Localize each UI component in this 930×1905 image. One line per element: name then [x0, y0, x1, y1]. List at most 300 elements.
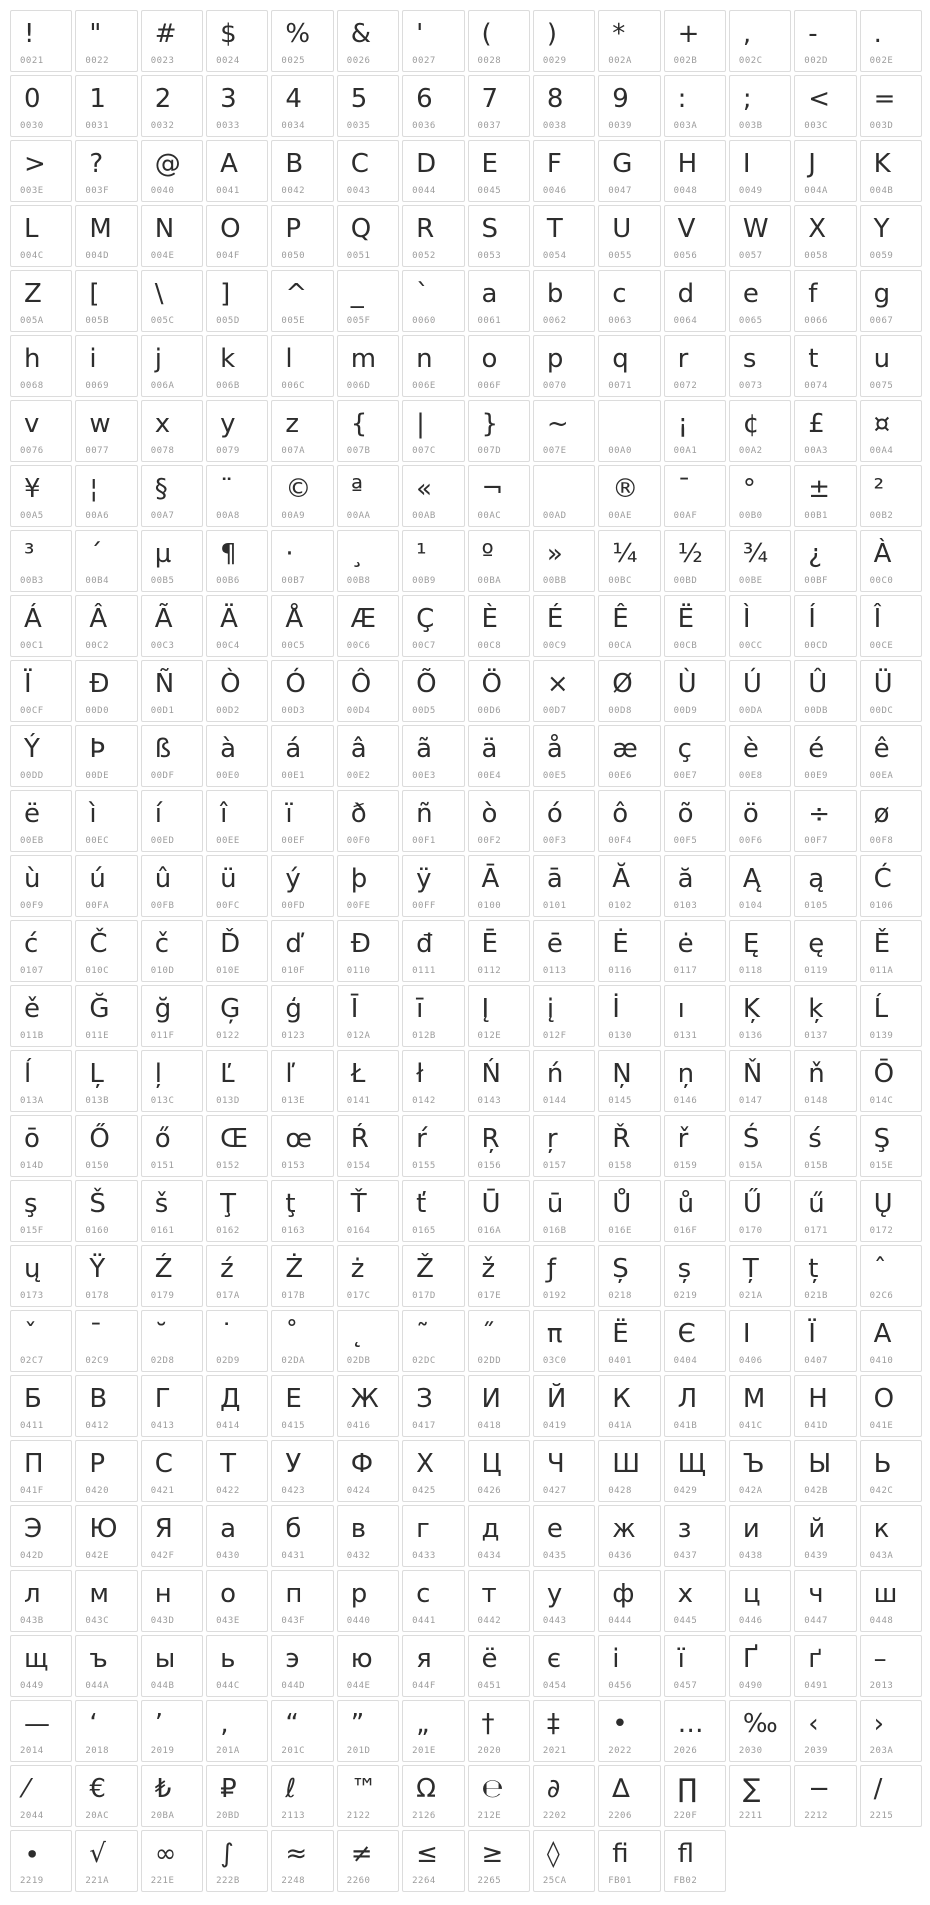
- glyph-cell[interactable]: [533, 1700, 595, 1762]
- glyph-cell[interactable]: [468, 75, 530, 137]
- glyph-cell[interactable]: [598, 465, 660, 527]
- glyph-cell[interactable]: [860, 1440, 922, 1502]
- glyph-cell[interactable]: [271, 1570, 333, 1632]
- glyph-cell[interactable]: [729, 530, 791, 592]
- glyph-cell[interactable]: [141, 595, 203, 657]
- glyph-cell[interactable]: [75, 1635, 137, 1697]
- glyph-cell[interactable]: [402, 1570, 464, 1632]
- glyph-cell[interactable]: [860, 400, 922, 462]
- glyph-cell[interactable]: [794, 1440, 856, 1502]
- glyph-cell[interactable]: [402, 985, 464, 1047]
- glyph-cell[interactable]: [271, 1050, 333, 1112]
- glyph-cell[interactable]: [729, 920, 791, 982]
- glyph-cell[interactable]: [664, 1310, 726, 1372]
- glyph-cell[interactable]: [598, 400, 660, 462]
- glyph-cell[interactable]: [141, 1505, 203, 1567]
- glyph-cell[interactable]: [271, 465, 333, 527]
- glyph-cell[interactable]: [860, 1635, 922, 1697]
- glyph-cell[interactable]: [337, 75, 399, 137]
- glyph-cell[interactable]: [337, 1765, 399, 1827]
- glyph-cell[interactable]: [468, 660, 530, 722]
- glyph-cell[interactable]: [271, 1245, 333, 1307]
- glyph-cell[interactable]: [271, 75, 333, 137]
- glyph-cell[interactable]: [337, 1440, 399, 1502]
- glyph-cell[interactable]: [337, 1180, 399, 1242]
- glyph-cell[interactable]: [794, 1700, 856, 1762]
- glyph-cell[interactable]: [75, 790, 137, 852]
- glyph-cell[interactable]: [271, 1765, 333, 1827]
- glyph-cell[interactable]: [271, 1635, 333, 1697]
- glyph-cell[interactable]: [402, 1115, 464, 1177]
- glyph-cell[interactable]: [468, 985, 530, 1047]
- glyph-cell[interactable]: [729, 10, 791, 72]
- glyph-cell[interactable]: [468, 335, 530, 397]
- glyph-cell[interactable]: [10, 335, 72, 397]
- glyph-cell[interactable]: [860, 1245, 922, 1307]
- glyph-cell[interactable]: [141, 335, 203, 397]
- glyph-cell[interactable]: [860, 1310, 922, 1372]
- glyph-cell[interactable]: [206, 595, 268, 657]
- glyph-cell[interactable]: [206, 1310, 268, 1372]
- glyph-cell[interactable]: [10, 75, 72, 137]
- glyph-cell[interactable]: [860, 140, 922, 202]
- glyph-cell[interactable]: [664, 1115, 726, 1177]
- glyph-cell[interactable]: [337, 1375, 399, 1437]
- glyph-cell[interactable]: [141, 530, 203, 592]
- glyph-cell[interactable]: [794, 1635, 856, 1697]
- glyph-cell[interactable]: [533, 660, 595, 722]
- glyph-cell[interactable]: [337, 1570, 399, 1632]
- glyph-cell[interactable]: [664, 1700, 726, 1762]
- glyph-cell[interactable]: [533, 205, 595, 267]
- glyph-cell[interactable]: [271, 400, 333, 462]
- glyph-cell[interactable]: [402, 725, 464, 787]
- glyph-cell[interactable]: [141, 1700, 203, 1762]
- glyph-cell[interactable]: [468, 1375, 530, 1437]
- glyph-cell[interactable]: [729, 140, 791, 202]
- glyph-cell[interactable]: [598, 1830, 660, 1892]
- glyph-cell[interactable]: [271, 1115, 333, 1177]
- glyph-cell[interactable]: [75, 1700, 137, 1762]
- glyph-cell[interactable]: [271, 725, 333, 787]
- glyph-cell[interactable]: [206, 1375, 268, 1437]
- glyph-cell[interactable]: [337, 530, 399, 592]
- glyph-cell[interactable]: [141, 660, 203, 722]
- glyph-cell[interactable]: [206, 920, 268, 982]
- glyph-cell[interactable]: [10, 595, 72, 657]
- glyph-cell[interactable]: [598, 985, 660, 1047]
- glyph-cell[interactable]: [794, 335, 856, 397]
- glyph-cell[interactable]: [337, 920, 399, 982]
- glyph-cell[interactable]: [141, 985, 203, 1047]
- glyph-cell[interactable]: [10, 1635, 72, 1697]
- glyph-cell[interactable]: [10, 725, 72, 787]
- glyph-cell[interactable]: [10, 270, 72, 332]
- glyph-cell[interactable]: [598, 660, 660, 722]
- glyph-cell[interactable]: [533, 465, 595, 527]
- glyph-cell[interactable]: [75, 985, 137, 1047]
- glyph-cell[interactable]: [402, 920, 464, 982]
- glyph-cell[interactable]: [794, 790, 856, 852]
- glyph-cell[interactable]: [271, 270, 333, 332]
- glyph-cell[interactable]: [598, 595, 660, 657]
- glyph-cell[interactable]: [141, 205, 203, 267]
- glyph-cell[interactable]: [794, 985, 856, 1047]
- glyph-cell[interactable]: [337, 1830, 399, 1892]
- glyph-cell[interactable]: [468, 1440, 530, 1502]
- glyph-cell[interactable]: [141, 465, 203, 527]
- glyph-cell[interactable]: [468, 1635, 530, 1697]
- glyph-cell[interactable]: [206, 1440, 268, 1502]
- glyph-cell[interactable]: [533, 1505, 595, 1567]
- glyph-cell[interactable]: [10, 1180, 72, 1242]
- glyph-cell[interactable]: [533, 1115, 595, 1177]
- glyph-cell[interactable]: [271, 10, 333, 72]
- glyph-cell[interactable]: [729, 1310, 791, 1372]
- glyph-cell[interactable]: [794, 1570, 856, 1632]
- glyph-cell[interactable]: [794, 10, 856, 72]
- glyph-cell[interactable]: [271, 660, 333, 722]
- glyph-cell[interactable]: [794, 1050, 856, 1112]
- glyph-cell[interactable]: [10, 1375, 72, 1437]
- glyph-cell[interactable]: [729, 1115, 791, 1177]
- glyph-cell[interactable]: [794, 1375, 856, 1437]
- glyph-cell[interactable]: [729, 660, 791, 722]
- glyph-cell[interactable]: [598, 920, 660, 982]
- glyph-cell[interactable]: [794, 1245, 856, 1307]
- glyph-cell[interactable]: [75, 140, 137, 202]
- glyph-cell[interactable]: [402, 1310, 464, 1372]
- glyph-cell[interactable]: [468, 725, 530, 787]
- glyph-cell[interactable]: [10, 1310, 72, 1372]
- glyph-cell[interactable]: [533, 725, 595, 787]
- glyph-cell[interactable]: [794, 725, 856, 787]
- glyph-cell[interactable]: [794, 530, 856, 592]
- glyph-cell[interactable]: [75, 595, 137, 657]
- glyph-cell[interactable]: [206, 465, 268, 527]
- glyph-cell[interactable]: [337, 140, 399, 202]
- glyph-cell[interactable]: [141, 1180, 203, 1242]
- glyph-cell[interactable]: [10, 985, 72, 1047]
- glyph-cell[interactable]: [75, 1245, 137, 1307]
- glyph-cell[interactable]: [598, 10, 660, 72]
- glyph-cell[interactable]: [206, 1245, 268, 1307]
- glyph-cell[interactable]: [860, 855, 922, 917]
- glyph-cell[interactable]: [402, 855, 464, 917]
- glyph-cell[interactable]: [271, 790, 333, 852]
- glyph-cell[interactable]: [337, 1245, 399, 1307]
- glyph-cell[interactable]: [402, 660, 464, 722]
- glyph-cell[interactable]: [75, 1310, 137, 1372]
- glyph-cell[interactable]: [860, 1375, 922, 1437]
- glyph-cell[interactable]: [402, 335, 464, 397]
- glyph-cell[interactable]: [598, 1505, 660, 1567]
- glyph-cell[interactable]: [402, 1180, 464, 1242]
- glyph-cell[interactable]: [271, 335, 333, 397]
- glyph-cell[interactable]: [468, 465, 530, 527]
- glyph-cell[interactable]: [206, 725, 268, 787]
- glyph-cell[interactable]: [794, 75, 856, 137]
- glyph-cell[interactable]: [860, 920, 922, 982]
- glyph-cell[interactable]: [664, 335, 726, 397]
- glyph-cell[interactable]: [533, 1375, 595, 1437]
- glyph-cell[interactable]: [75, 75, 137, 137]
- glyph-cell[interactable]: [402, 530, 464, 592]
- glyph-cell[interactable]: [729, 1635, 791, 1697]
- glyph-cell[interactable]: [729, 205, 791, 267]
- glyph-cell[interactable]: [75, 10, 137, 72]
- glyph-cell[interactable]: [337, 1635, 399, 1697]
- glyph-cell[interactable]: [75, 465, 137, 527]
- glyph-cell[interactable]: [860, 1505, 922, 1567]
- glyph-cell[interactable]: [598, 1440, 660, 1502]
- glyph-cell[interactable]: [271, 205, 333, 267]
- glyph-cell[interactable]: [337, 270, 399, 332]
- glyph-cell[interactable]: [271, 1310, 333, 1372]
- glyph-cell[interactable]: [75, 400, 137, 462]
- glyph-cell[interactable]: [10, 790, 72, 852]
- glyph-cell[interactable]: [533, 920, 595, 982]
- glyph-cell[interactable]: [402, 465, 464, 527]
- glyph-cell[interactable]: [468, 1830, 530, 1892]
- glyph-cell[interactable]: [729, 855, 791, 917]
- glyph-cell[interactable]: [337, 790, 399, 852]
- glyph-cell[interactable]: [10, 1115, 72, 1177]
- glyph-cell[interactable]: [141, 855, 203, 917]
- glyph-cell[interactable]: [206, 1115, 268, 1177]
- glyph-cell[interactable]: [402, 1440, 464, 1502]
- glyph-cell[interactable]: [794, 140, 856, 202]
- glyph-cell[interactable]: [533, 985, 595, 1047]
- glyph-cell[interactable]: [206, 335, 268, 397]
- glyph-cell[interactable]: [402, 1375, 464, 1437]
- glyph-cell[interactable]: [533, 1245, 595, 1307]
- glyph-cell[interactable]: [141, 1765, 203, 1827]
- glyph-cell[interactable]: [337, 595, 399, 657]
- glyph-cell[interactable]: [860, 725, 922, 787]
- glyph-cell[interactable]: [598, 205, 660, 267]
- glyph-cell[interactable]: [794, 1505, 856, 1567]
- glyph-cell[interactable]: [75, 1505, 137, 1567]
- glyph-cell[interactable]: [141, 400, 203, 462]
- glyph-cell[interactable]: [729, 1180, 791, 1242]
- glyph-cell[interactable]: [206, 530, 268, 592]
- glyph-cell[interactable]: [271, 140, 333, 202]
- glyph-cell[interactable]: [468, 530, 530, 592]
- glyph-cell[interactable]: [664, 530, 726, 592]
- glyph-cell[interactable]: [729, 75, 791, 137]
- glyph-cell[interactable]: [729, 400, 791, 462]
- glyph-cell[interactable]: [794, 1180, 856, 1242]
- glyph-cell[interactable]: [468, 1700, 530, 1762]
- glyph-cell[interactable]: [468, 1765, 530, 1827]
- glyph-cell[interactable]: [271, 595, 333, 657]
- glyph-cell[interactable]: [533, 790, 595, 852]
- glyph-cell[interactable]: [206, 400, 268, 462]
- glyph-cell[interactable]: [402, 1505, 464, 1567]
- glyph-cell[interactable]: [598, 1765, 660, 1827]
- glyph-cell[interactable]: [598, 270, 660, 332]
- glyph-cell[interactable]: [468, 1310, 530, 1372]
- glyph-cell[interactable]: [664, 1180, 726, 1242]
- glyph-cell[interactable]: [860, 595, 922, 657]
- glyph-cell[interactable]: [794, 595, 856, 657]
- glyph-cell[interactable]: [271, 1440, 333, 1502]
- glyph-cell[interactable]: [271, 920, 333, 982]
- glyph-cell[interactable]: [664, 1505, 726, 1567]
- glyph-cell[interactable]: [206, 140, 268, 202]
- glyph-cell[interactable]: [729, 1440, 791, 1502]
- glyph-cell[interactable]: [860, 530, 922, 592]
- glyph-cell[interactable]: [10, 1050, 72, 1112]
- glyph-cell[interactable]: [598, 1375, 660, 1437]
- glyph-cell[interactable]: [598, 1050, 660, 1112]
- glyph-cell[interactable]: [468, 1115, 530, 1177]
- glyph-cell[interactable]: [10, 1830, 72, 1892]
- glyph-cell[interactable]: [598, 1635, 660, 1697]
- glyph-cell[interactable]: [206, 790, 268, 852]
- glyph-cell[interactable]: [402, 270, 464, 332]
- glyph-cell[interactable]: [337, 985, 399, 1047]
- glyph-cell[interactable]: [598, 75, 660, 137]
- glyph-cell[interactable]: [141, 270, 203, 332]
- glyph-cell[interactable]: [402, 1700, 464, 1762]
- glyph-cell[interactable]: [664, 790, 726, 852]
- glyph-cell[interactable]: [860, 205, 922, 267]
- glyph-cell[interactable]: [664, 205, 726, 267]
- glyph-cell[interactable]: [598, 335, 660, 397]
- glyph-cell[interactable]: [141, 1830, 203, 1892]
- glyph-cell[interactable]: [729, 1050, 791, 1112]
- glyph-cell[interactable]: [598, 140, 660, 202]
- glyph-cell[interactable]: [664, 1765, 726, 1827]
- glyph-cell[interactable]: [533, 1765, 595, 1827]
- glyph-cell[interactable]: [468, 1050, 530, 1112]
- glyph-cell[interactable]: [206, 1180, 268, 1242]
- glyph-cell[interactable]: [271, 530, 333, 592]
- glyph-cell[interactable]: [860, 1700, 922, 1762]
- glyph-cell[interactable]: [533, 140, 595, 202]
- glyph-cell[interactable]: [75, 530, 137, 592]
- glyph-cell[interactable]: [533, 595, 595, 657]
- glyph-cell[interactable]: [860, 10, 922, 72]
- glyph-cell[interactable]: [860, 270, 922, 332]
- glyph-cell[interactable]: [402, 595, 464, 657]
- glyph-cell[interactable]: [468, 1245, 530, 1307]
- glyph-cell[interactable]: [206, 205, 268, 267]
- glyph-cell[interactable]: [664, 855, 726, 917]
- glyph-cell[interactable]: [141, 1570, 203, 1632]
- glyph-cell[interactable]: [141, 10, 203, 72]
- glyph-cell[interactable]: [10, 1765, 72, 1827]
- glyph-cell[interactable]: [206, 1635, 268, 1697]
- glyph-cell[interactable]: [75, 855, 137, 917]
- glyph-cell[interactable]: [598, 855, 660, 917]
- glyph-cell[interactable]: [729, 595, 791, 657]
- glyph-cell[interactable]: [664, 270, 726, 332]
- glyph-cell[interactable]: [664, 10, 726, 72]
- glyph-cell[interactable]: [337, 400, 399, 462]
- glyph-cell[interactable]: [729, 465, 791, 527]
- glyph-cell[interactable]: [271, 1700, 333, 1762]
- glyph-cell[interactable]: [860, 465, 922, 527]
- glyph-cell[interactable]: [468, 1505, 530, 1567]
- glyph-cell[interactable]: [141, 920, 203, 982]
- glyph-cell[interactable]: [598, 1310, 660, 1372]
- glyph-cell[interactable]: [141, 1310, 203, 1372]
- glyph-cell[interactable]: [10, 530, 72, 592]
- glyph-cell[interactable]: [141, 1375, 203, 1437]
- glyph-cell[interactable]: [75, 1180, 137, 1242]
- glyph-cell[interactable]: [860, 1765, 922, 1827]
- glyph-cell[interactable]: [402, 205, 464, 267]
- glyph-cell[interactable]: [729, 1570, 791, 1632]
- glyph-cell[interactable]: [10, 1245, 72, 1307]
- glyph-cell[interactable]: [860, 75, 922, 137]
- glyph-cell[interactable]: [75, 1830, 137, 1892]
- glyph-cell[interactable]: [141, 75, 203, 137]
- glyph-cell[interactable]: [794, 920, 856, 982]
- glyph-cell[interactable]: [337, 335, 399, 397]
- glyph-cell[interactable]: [664, 140, 726, 202]
- glyph-cell[interactable]: [729, 985, 791, 1047]
- glyph-cell[interactable]: [794, 1765, 856, 1827]
- glyph-cell[interactable]: [10, 205, 72, 267]
- glyph-cell[interactable]: [598, 1700, 660, 1762]
- glyph-cell[interactable]: [468, 790, 530, 852]
- glyph-cell[interactable]: [729, 1245, 791, 1307]
- glyph-cell[interactable]: [468, 270, 530, 332]
- glyph-cell[interactable]: [75, 270, 137, 332]
- glyph-cell[interactable]: [729, 790, 791, 852]
- glyph-cell[interactable]: [794, 660, 856, 722]
- glyph-cell[interactable]: [533, 335, 595, 397]
- glyph-cell[interactable]: [75, 1570, 137, 1632]
- glyph-cell[interactable]: [10, 660, 72, 722]
- glyph-cell[interactable]: [794, 400, 856, 462]
- glyph-cell[interactable]: [664, 1440, 726, 1502]
- glyph-cell[interactable]: [206, 1505, 268, 1567]
- glyph-cell[interactable]: [664, 1375, 726, 1437]
- glyph-cell[interactable]: [729, 270, 791, 332]
- glyph-cell[interactable]: [468, 10, 530, 72]
- glyph-cell[interactable]: [664, 1635, 726, 1697]
- glyph-cell[interactable]: [402, 790, 464, 852]
- glyph-cell[interactable]: [794, 270, 856, 332]
- glyph-cell[interactable]: [271, 1830, 333, 1892]
- glyph-cell[interactable]: [598, 530, 660, 592]
- glyph-cell[interactable]: [337, 1310, 399, 1372]
- glyph-cell[interactable]: [271, 1375, 333, 1437]
- glyph-cell[interactable]: [75, 725, 137, 787]
- glyph-cell[interactable]: [664, 400, 726, 462]
- glyph-cell[interactable]: [468, 205, 530, 267]
- glyph-cell[interactable]: [729, 335, 791, 397]
- glyph-cell[interactable]: [860, 1050, 922, 1112]
- glyph-cell[interactable]: [337, 1505, 399, 1567]
- glyph-cell[interactable]: [10, 1505, 72, 1567]
- glyph-cell[interactable]: [402, 1245, 464, 1307]
- glyph-cell[interactable]: [533, 1440, 595, 1502]
- glyph-cell[interactable]: [664, 660, 726, 722]
- glyph-cell[interactable]: [533, 1180, 595, 1242]
- glyph-cell[interactable]: [729, 1505, 791, 1567]
- glyph-cell[interactable]: [860, 1115, 922, 1177]
- glyph-cell[interactable]: [664, 1050, 726, 1112]
- glyph-cell[interactable]: [141, 1050, 203, 1112]
- glyph-cell[interactable]: [533, 1050, 595, 1112]
- glyph-cell[interactable]: [468, 140, 530, 202]
